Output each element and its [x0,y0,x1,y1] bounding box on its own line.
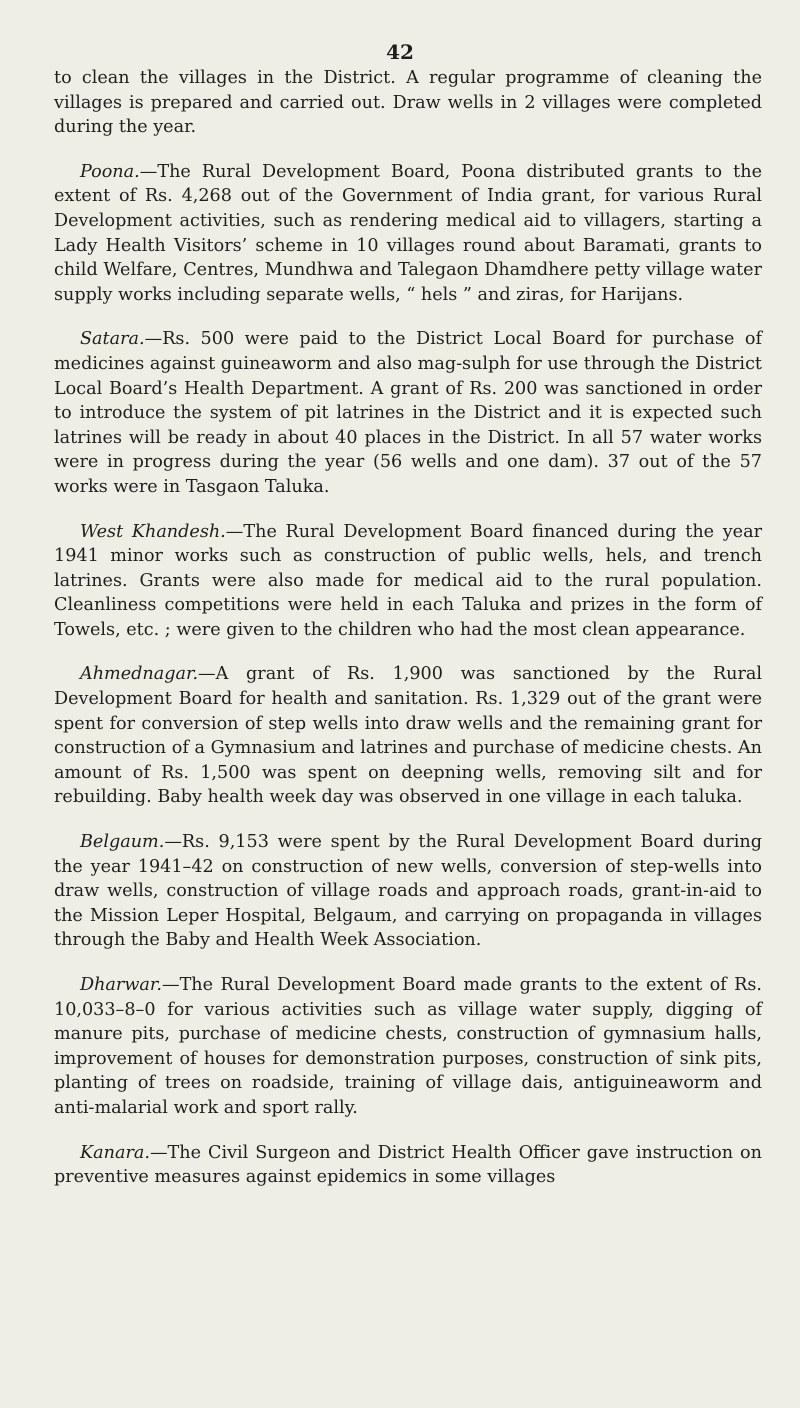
section-heading: Satara. [80,329,145,350]
section-heading: Belgaum. [80,832,165,853]
section-heading: Poona. [80,161,140,182]
section-satara [54,327,762,499]
section-text: —A grant of Rs. 1,900 was sanctioned by the Rural Development Board for health and sanitation. Rs. 1,329 out of the grant were spent for conversion of step wells into draw wells and the remaining grant for construction of a Gymnasium and latrines and purchase of medicine chests. An amount of Rs. 1,500 was spent on deepning wells, removing silt and for rebuilding. Baby health week day was observed in one village in each taluka. [54,664,762,808]
section-text: —Rs. 500 were paid to the District Local Board for purchase of medicines against guineaworm and also mag-sulph for use through the District Local Board’s Health Department. A grant of Rs. 200 was sanctioned in order to introduce the system of pit latrines in the District and it is expected such latrines will be ready in about 40 places in the District. In all 57 water works were in progress during the year (56 wells and one dam). 37 out of the 57 works were in Tasgaon Taluka. [54,329,762,497]
section-heading: Dharwar. [80,975,162,995]
section-heading: West Khandesh. [80,521,226,542]
section-heading: Ahmednagar. [80,664,199,685]
section-text: —The Rural Development Board, Poona distributed grants to the extent of Rs. 4,268 out of the Government of India grant, for various Rural Development activities, such as rendering medical aid to villagers, starting a Lady Health Visitors’ scheme in 10 villages round about Baramati, grants to child Welfare, Centres, Mundhwa and Talegaon Dhamdhere petty village water supply works including separate wells, “ hels ” and ziras, for Harijans. [54,161,762,305]
section-belgaum [54,830,762,953]
section-text: —Rs. 9,153 were spent by the Rural Development Board during the year 1941–42 on construction of new wells, conversion of step-wells into draw wells, construction of village roads and approach roads, grant-in-aid to the Mission Leper Hospital, Belgaum, and carrying on propaganda in villages through the Baby and Health Week Association. [54,832,762,951]
section-kanara [54,1141,762,1190]
page-number: 42 [386,40,414,64]
section-text: —The Rural Development Board financed during the year 1941 minor works such as construction of public wells, hels, and trench latrines. Grants were also made for medical aid to the rural population. Cleanliness competitions were held in each Taluka and prizes in the form of Towels, etc. ; were given to the children who had the most clean appearance. [54,521,762,640]
intro-paragraph: to clean the villages in the District. A regular programme of cleaning the villages is prepared and carried out. Draw wells in 2 villages were completed during the year. [54,68,762,138]
section-ahmednagar [54,662,762,810]
section-heading: Kanara. [80,1142,150,1163]
section-text: —The Rural Development Board made grants to the extent of Rs. 10,033–8–0 for various activities such as village water supply, digging of manure pits, purchase of medicine chests, construction of gymnasium halls, improvement of houses for demonstration purposes, construction of sink pits, planting of trees on roadside, training of village dais, antiguineaworm and anti-malarial work and sport rally. [54,975,762,1118]
section-dharwar [54,973,762,1121]
section-text: —The Civil Surgeon and District Health Officer gave instruction on preventive measures against epidemics in some villages [54,1142,762,1188]
section-poona [54,160,762,308]
section-west-khandesh [54,520,762,643]
